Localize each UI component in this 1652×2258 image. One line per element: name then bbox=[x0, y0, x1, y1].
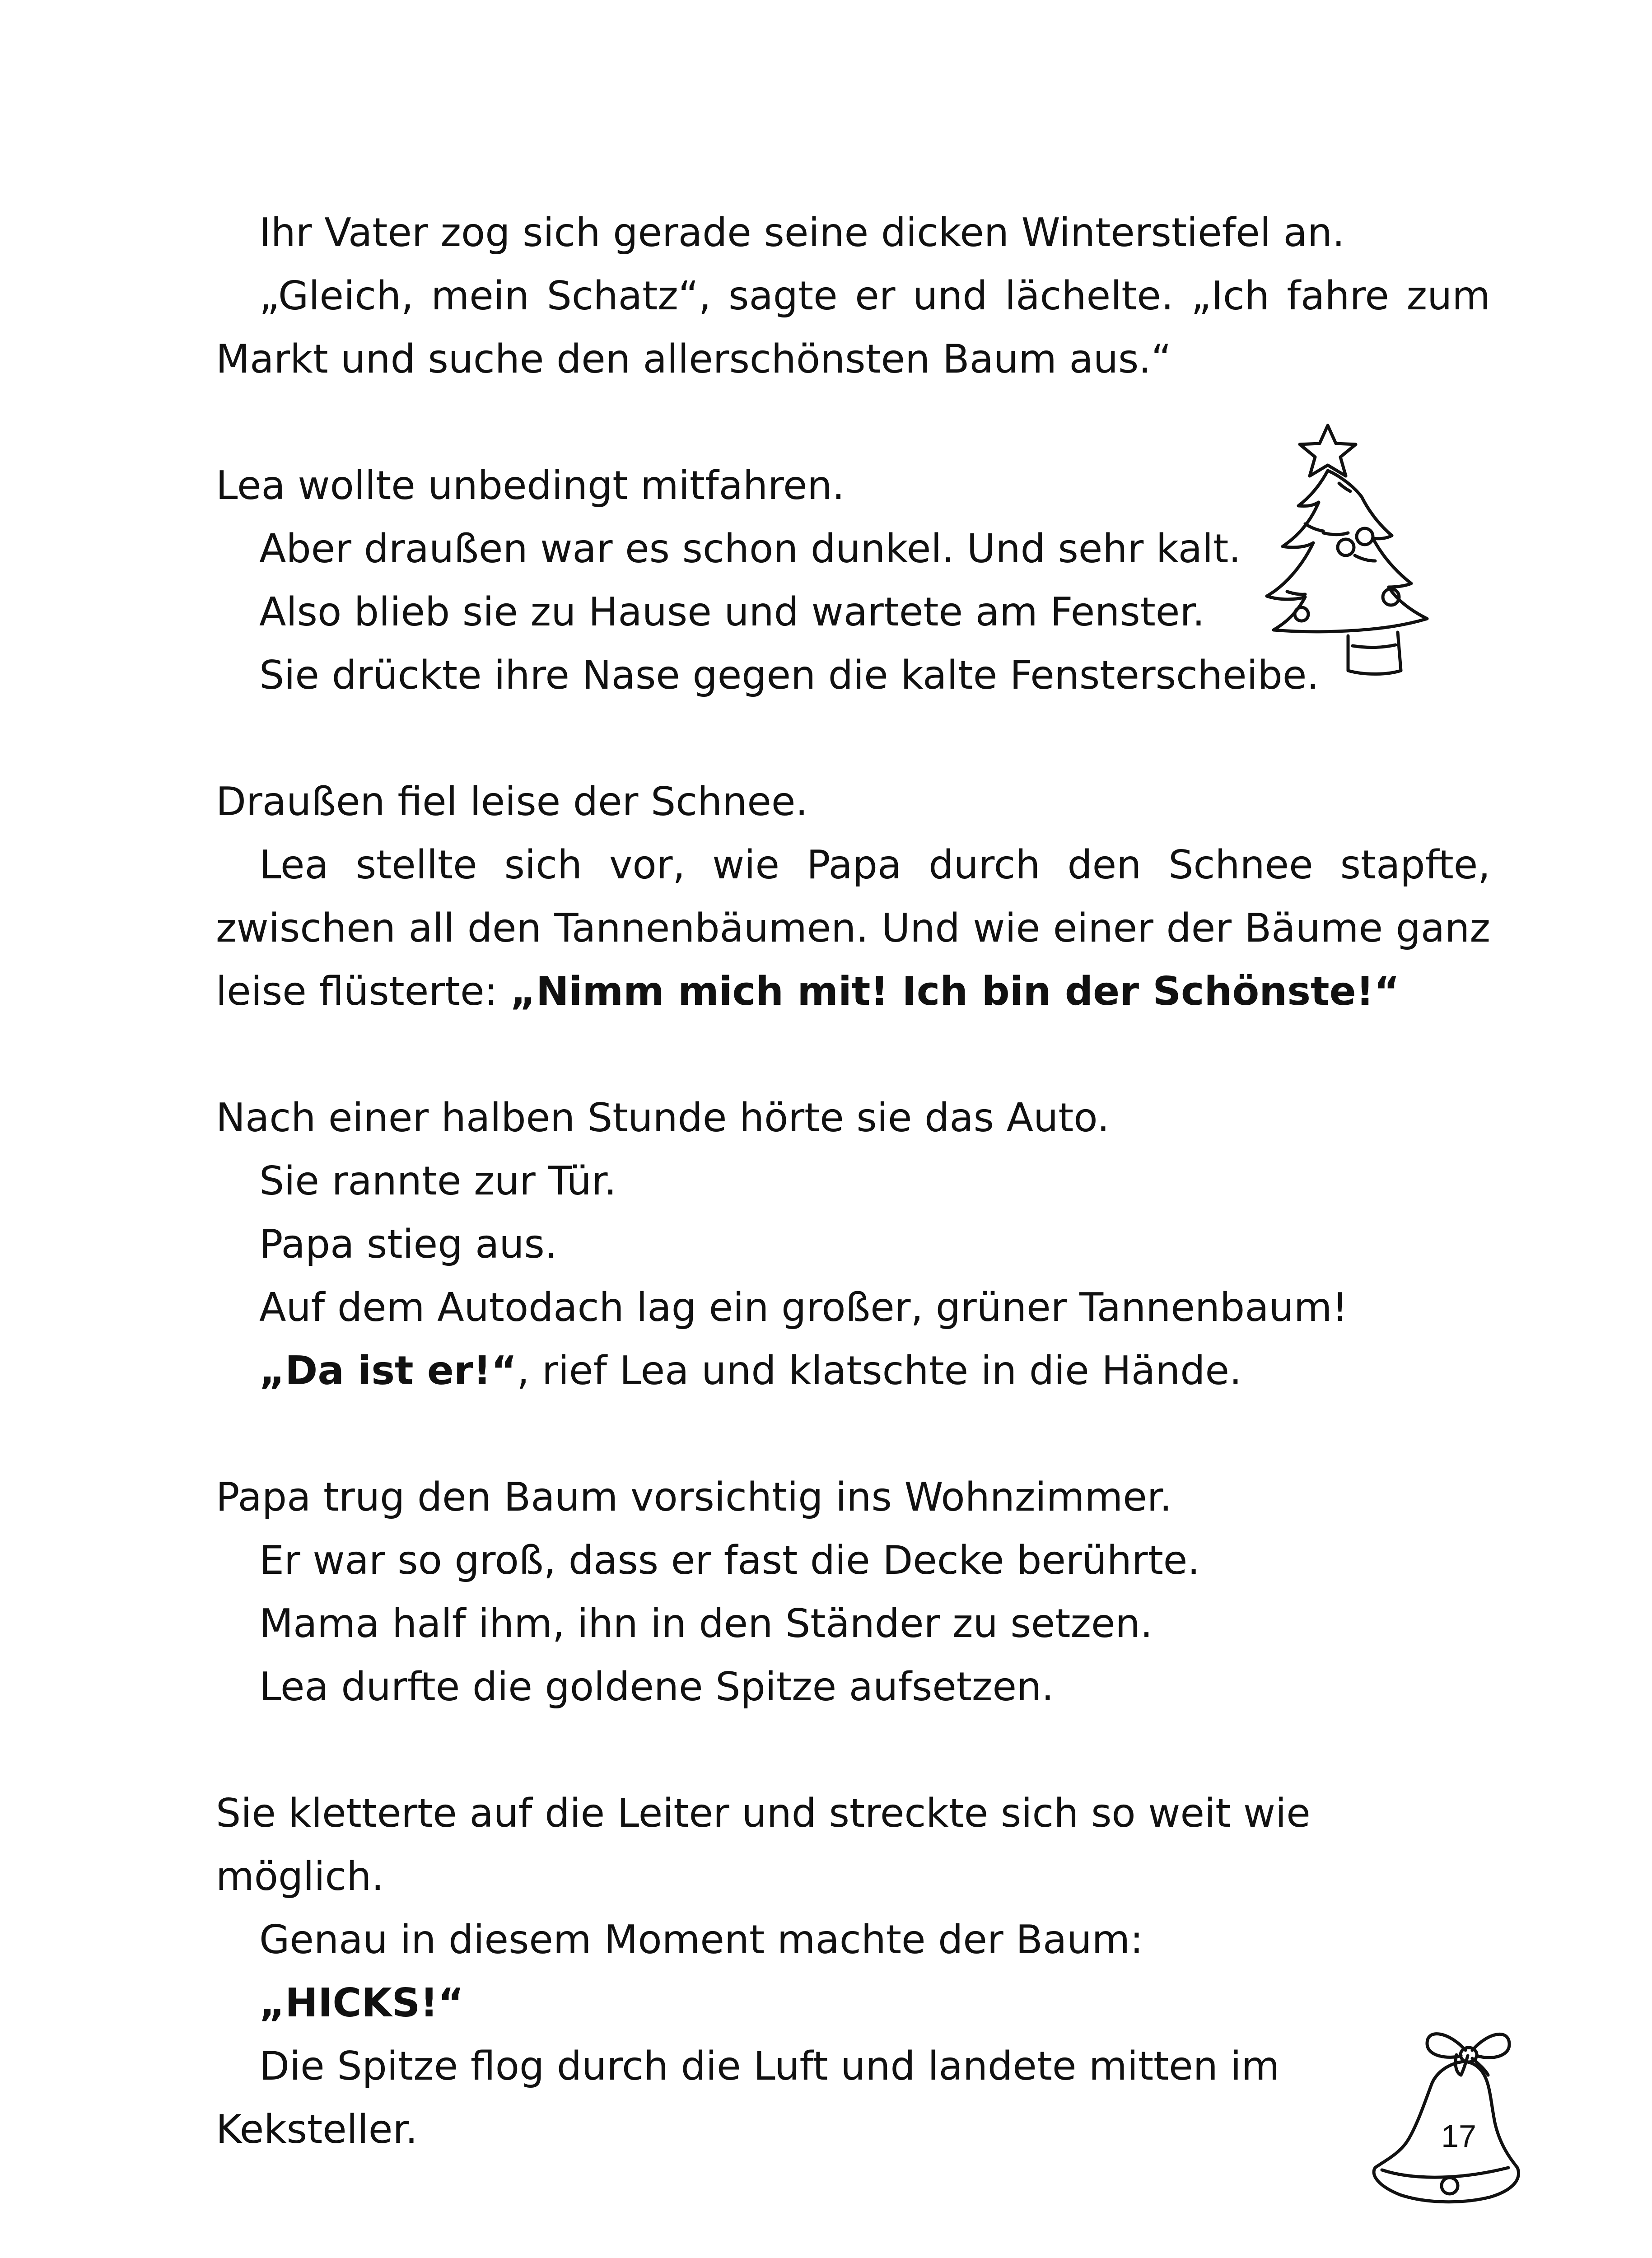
paragraph: Ihr Vater zog sich gerade seine dicken Winterstiefel an. bbox=[259, 210, 1345, 256]
paragraph: Lea durfte die goldene Spitze aufsetzen. bbox=[259, 1664, 1054, 1710]
page-number: 17 bbox=[1441, 2118, 1476, 2154]
paragraph bbox=[216, 833, 1490, 1023]
paragraph: Draußen fiel leise der Schnee. bbox=[216, 779, 808, 825]
paragraph: „Gleich, mein Schatz“, sagte er und lächelte. „Ich fahre zum Markt und suche den allerschönsten Baum aus.“ bbox=[216, 273, 1490, 382]
paragraph: Also blieb sie zu Hause und wartete am Fenster. bbox=[259, 589, 1205, 635]
paragraph: Sie rannte zur Tür. bbox=[259, 1158, 617, 1204]
paragraph: Genau in diesem Moment machte der Baum: bbox=[259, 1917, 1143, 1963]
paragraph: Aber draußen war es schon dunkel. Und sehr kalt. bbox=[259, 526, 1241, 572]
paragraph: Mama half ihm, ihn in den Ständer zu setzen. bbox=[259, 1600, 1153, 1647]
bold-quote: „Da ist er!“ bbox=[259, 1348, 517, 1394]
bold-quote: „Nimm mich mit! Ich bin der Schönste!“ bbox=[510, 968, 1400, 1014]
paragraph: Die Spitze flog durch die Luft und landete mitten im Keksteller. bbox=[216, 2043, 1280, 2152]
paragraph bbox=[216, 1971, 1490, 2034]
bold-quote: „HICKS!“ bbox=[259, 1980, 464, 2026]
christmas-tree-icon bbox=[1260, 420, 1477, 709]
paragraph: Papa stieg aus. bbox=[259, 1221, 557, 1267]
paragraph: Sie drückte ihre Nase gegen die kalte Fensterscheibe. bbox=[259, 652, 1320, 698]
paragraph: Auf dem Autodach lag ein großer, grüner Tannenbaum! bbox=[259, 1284, 1348, 1330]
paragraph-text: Lea stellte sich vor, wie Papa durch den Schnee stapfte, zwischen all den Tannenbäumen. Und wie einer der Bäume ganz leise flüsterte: bbox=[216, 842, 1490, 1014]
paragraph bbox=[216, 1339, 1490, 1402]
paragraph: Er war so groß, dass er fast die Decke berührte. bbox=[259, 1537, 1200, 1583]
paragraph: Papa trug den Baum vorsichtig ins Wohnzimmer. bbox=[216, 1474, 1172, 1520]
paragraph: Nach einer halben Stunde hörte sie das Auto. bbox=[216, 1095, 1110, 1141]
paragraph-text: , rief Lea und klatschte in die Hände. bbox=[517, 1348, 1242, 1394]
paragraph: Lea wollte unbedingt mitfahren. bbox=[216, 462, 845, 509]
paragraph: Sie kletterte auf die Leiter und streckte sich so weit wie möglich. bbox=[216, 1790, 1311, 1899]
